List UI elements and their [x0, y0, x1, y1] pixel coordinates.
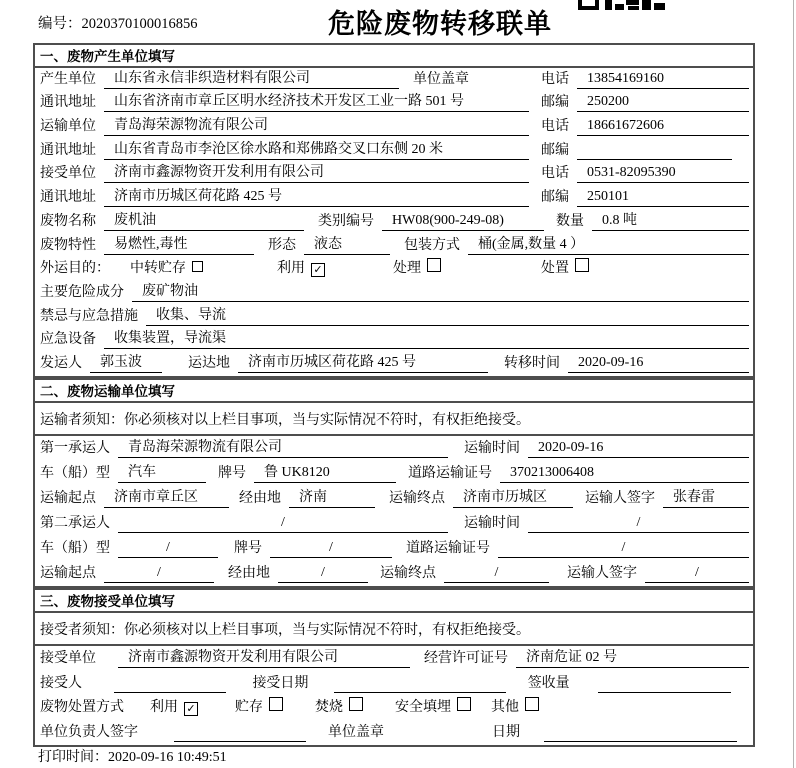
- section1-title: 一、废物产生单位填写: [35, 45, 753, 68]
- carrier1-time-field: 2020-09-16: [528, 438, 749, 458]
- form-row-signature: [35, 720, 753, 745]
- receiver-phone-label: 电话: [541, 166, 569, 182]
- purpose-transfer-label: 中转贮存: [130, 261, 186, 277]
- disposal-other-option: [491, 697, 539, 717]
- form-row-waste-name: [35, 210, 753, 234]
- receiver-phone-field: 0531-82095390: [577, 163, 749, 183]
- carrier1-label: 第一承运人: [40, 441, 110, 456]
- disposal-other-checkbox: [525, 697, 539, 711]
- waste-name-field: 废机油: [104, 211, 304, 231]
- producer-zip-label: 邮编: [541, 95, 569, 111]
- waste-form-field: 液态: [304, 235, 390, 255]
- section2-title: 二、废物运输单位填写: [35, 380, 753, 403]
- form-row-taboo: [35, 305, 753, 329]
- vehicle2-permit-field: /: [498, 538, 749, 558]
- form-row-vehicle1: [35, 461, 753, 486]
- print-time-line: [38, 746, 227, 766]
- form-row-carrier2: [35, 511, 753, 536]
- purpose-option-treat: [393, 258, 441, 278]
- carrier2-name-field: /: [118, 513, 448, 533]
- waste-pack-field: 桶(金属,数量 4 ）: [468, 235, 749, 255]
- disposal-store-checkbox: [269, 697, 283, 711]
- waste-code-label: 类别编号: [318, 213, 374, 229]
- disposal-landfill-option: [395, 697, 471, 717]
- disposal-burn-checkbox: [349, 697, 363, 711]
- route2-start-field: /: [104, 563, 214, 583]
- transfer-time-field: 2020-09-16: [568, 353, 749, 373]
- producer-zip-field: 250200: [577, 92, 749, 112]
- route1-sign-label: 运输人签字: [585, 491, 655, 506]
- section-receive: [33, 588, 755, 747]
- vehicle2-type-label: 车（船）型: [40, 541, 110, 556]
- disposal-label: 废物处置方式: [40, 700, 124, 716]
- receiver-address-field: 济南市历城区荷花路 425 号: [104, 187, 529, 207]
- taboo-field: 收集、导流: [146, 306, 749, 326]
- form-row-receiver-address: [35, 186, 753, 210]
- license-label: 经营许可证号: [424, 650, 508, 666]
- producer-label: 产生单位: [40, 71, 96, 87]
- page-edge-line: [793, 0, 794, 768]
- waste-qty-field: 0.8 吨: [592, 211, 749, 231]
- route1-start-label: 运输起点: [40, 491, 96, 506]
- vehicle1-type-label: 车（船）型: [40, 466, 110, 481]
- carrier2-time-label: 运输时间: [464, 516, 520, 531]
- route1-sign-field: 张春雷: [663, 488, 749, 508]
- carrier1-time-label: 运输时间: [464, 441, 520, 456]
- form-row-equipment: [35, 329, 753, 353]
- section-producer: [33, 43, 755, 378]
- hazard-field: 废矿物油: [132, 282, 749, 302]
- receive-unit-field: 济南市鑫源物资开发利用有限公司: [118, 648, 410, 668]
- disposal-use-label: 利用: [150, 700, 178, 716]
- form-row-acceptor: [35, 671, 753, 696]
- taboo-label: 禁忌与应急措施: [40, 308, 138, 324]
- producer-phone-field: 13854169160: [577, 69, 749, 89]
- purpose-option-dispose: [541, 258, 589, 278]
- qr-code-icon: [578, 0, 666, 11]
- responsible-sign-field: [174, 741, 306, 742]
- receiver-label: 接受单位: [40, 166, 96, 182]
- received-qty-field: [598, 692, 731, 693]
- route2-start-label: 运输起点: [40, 566, 96, 581]
- form-row-hazard: [35, 281, 753, 305]
- page-title: 危险废物转移联单: [328, 9, 552, 39]
- waste-traits-label: 废物特性: [40, 237, 96, 253]
- route2-sign-field: /: [645, 563, 749, 583]
- received-qty-label: 签收量: [527, 675, 570, 691]
- vehicle1-permit-field: 370213006408: [500, 463, 749, 483]
- producer-name-field: 山东省永信非织造材料有限公司: [104, 69, 399, 89]
- acceptor-label: 接受人: [40, 675, 82, 691]
- sign-date-field: [544, 741, 737, 742]
- acceptor-name-field: [114, 692, 226, 693]
- form-row-vehicle2: [35, 536, 753, 561]
- route2-end-field: /: [444, 563, 549, 583]
- transporter-address-label: 通讯地址: [40, 142, 96, 158]
- form-row-transporter-address: [35, 139, 753, 163]
- receive-notice: 接受者须知：你必须核对以上栏目事项，当与实际情况不符时，有权拒绝接受。: [35, 613, 753, 646]
- purpose-transfer-checkbox: [192, 261, 203, 272]
- disposal-burn-option: [315, 697, 363, 717]
- form-row-waste-traits: [35, 234, 753, 258]
- disposal-burn-label: 焚烧: [315, 700, 343, 716]
- form-row-carrier1: [35, 436, 753, 461]
- producer-seal-label: 单位盖章: [413, 71, 469, 87]
- section3-title: 三、废物接受单位填写: [35, 590, 753, 613]
- purpose-dispose-checkbox: [575, 258, 589, 272]
- purpose-option-transfer: [130, 259, 203, 278]
- purpose-dispose-label: 处置: [541, 261, 569, 277]
- route2-via-label: 经由地: [228, 566, 270, 581]
- transport-notice: 运输者须知：你必须核对以上栏目事项，当与实际情况不符时，有权拒绝接受。: [35, 403, 753, 436]
- responsible-sign-label: 单位负责人签字: [40, 725, 138, 740]
- disposal-option-store: [235, 697, 283, 717]
- transporter-name-field: 青岛海荣源物流有限公司: [104, 116, 529, 136]
- form-row-receive-unit: [35, 646, 753, 671]
- receiver-name-field: 济南市鑫源物资开发利用有限公司: [104, 163, 529, 183]
- receiver-address-label: 通讯地址: [40, 190, 96, 206]
- vehicle1-type-field: 汽车: [118, 463, 206, 483]
- hazard-label: 主要危险成分: [40, 284, 124, 300]
- purpose-label: 外运目的：: [40, 261, 110, 277]
- carrier2-label: 第二承运人: [40, 516, 110, 531]
- vehicle2-type-field: /: [118, 538, 218, 558]
- transporter-address-field: 山东省青岛市李沧区徐水路和郑佛路交叉口东侧 20 米: [104, 140, 529, 160]
- transporter-phone-field: 18661672606: [577, 116, 749, 136]
- route2-end-label: 运输终点: [380, 566, 436, 581]
- accept-date-label: 接受日期: [252, 675, 309, 691]
- route1-via-field: 济南: [289, 488, 375, 508]
- form-row-route2: [35, 561, 753, 586]
- route1-via-label: 经由地: [239, 491, 281, 506]
- waste-traits-field: 易燃性,毒性: [104, 235, 254, 255]
- transporter-zip-field: [577, 159, 732, 160]
- equipment-field: 收集装置，导流渠: [104, 329, 749, 349]
- print-time-label: 打印时间：: [38, 750, 108, 765]
- route1-end-field: 济南市历城区: [453, 488, 573, 508]
- transporter-phone-label: 电话: [541, 119, 569, 135]
- serial-label: 编号：: [38, 16, 82, 32]
- unit-seal-label: 单位盖章: [328, 725, 384, 740]
- producer-address-field: 山东省济南市章丘区明水经济技术开发区工业一路 501 号: [104, 92, 529, 112]
- purpose-treat-checkbox: [427, 258, 441, 272]
- dispatcher-label: 发运人: [40, 355, 82, 371]
- form-row-route1: [35, 486, 753, 511]
- producer-address-label: 通讯地址: [40, 95, 96, 111]
- producer-phone-label: 电话: [541, 71, 569, 87]
- purpose-use-checkbox: ✓: [311, 263, 325, 277]
- disposal-option-use: [150, 698, 198, 717]
- form-row-receiver: [35, 163, 753, 187]
- route1-end-label: 运输终点: [389, 491, 445, 506]
- carrier2-time-field: /: [528, 513, 749, 533]
- route2-via-field: /: [278, 563, 368, 583]
- transporter-label: 运输单位: [40, 119, 96, 135]
- vehicle1-plate-label: 牌号: [218, 466, 246, 481]
- license-field: 济南危证 02 号: [516, 648, 749, 668]
- form-row-dispatch: [35, 352, 753, 376]
- vehicle2-permit-label: 道路运输证号: [406, 541, 490, 556]
- destination-field: 济南市历城区荷花路 425 号: [238, 353, 488, 373]
- transfer-time-label: 转移时间: [504, 355, 560, 371]
- form-row-purpose: [35, 258, 753, 282]
- transporter-zip-label: 邮编: [541, 142, 569, 158]
- receiver-zip-label: 邮编: [541, 190, 569, 206]
- disposal-store-label: 贮存: [235, 700, 263, 716]
- receiver-zip-field: 250101: [577, 187, 749, 207]
- dispatcher-name-field: 郭玉波: [90, 353, 162, 373]
- sign-date-label: 日期: [492, 725, 520, 740]
- form-row-producer-address: [35, 92, 753, 116]
- form-row-transporter: [35, 115, 753, 139]
- section-transport: [33, 378, 755, 588]
- disposal-other-label: 其他: [491, 700, 519, 716]
- form-row-disposal: [35, 696, 753, 721]
- print-time-value: 2020-09-16 10:49:51: [108, 750, 227, 765]
- disposal-landfill-label: 安全填埋: [395, 700, 451, 716]
- carrier1-name-field: 青岛海荣源物流有限公司: [118, 438, 448, 458]
- waste-name-label: 废物名称: [40, 213, 96, 229]
- purpose-option-use: [277, 259, 325, 278]
- waste-pack-label: 包装方式: [404, 237, 460, 253]
- vehicle2-plate-label: 牌号: [234, 541, 262, 556]
- disposal-use-checkbox: ✓: [184, 702, 198, 716]
- waste-code-field: HW08(900-249-08): [382, 211, 544, 231]
- serial-number: 2020370100016856: [81, 16, 198, 32]
- route2-sign-label: 运输人签字: [567, 566, 637, 581]
- vehicle2-plate-field: /: [270, 538, 392, 558]
- accept-date-field: [334, 692, 505, 693]
- equipment-label: 应急设备: [40, 332, 96, 348]
- purpose-treat-label: 处理: [393, 261, 421, 277]
- waste-form-label: 形态: [268, 237, 296, 253]
- receive-unit-label: 接受单位: [40, 650, 96, 666]
- route1-start-field: 济南市章丘区: [104, 488, 229, 508]
- vehicle1-plate-field: 鲁 UK8120: [254, 463, 396, 483]
- vehicle1-permit-label: 道路运输证号: [408, 466, 492, 481]
- destination-label: 运达地: [188, 355, 230, 371]
- disposal-landfill-checkbox: [457, 697, 471, 711]
- waste-qty-label: 数量: [556, 213, 584, 229]
- form-row-producer: [35, 68, 753, 92]
- purpose-use-label: 利用: [277, 261, 305, 277]
- qr-code-fragment: [578, 0, 666, 11]
